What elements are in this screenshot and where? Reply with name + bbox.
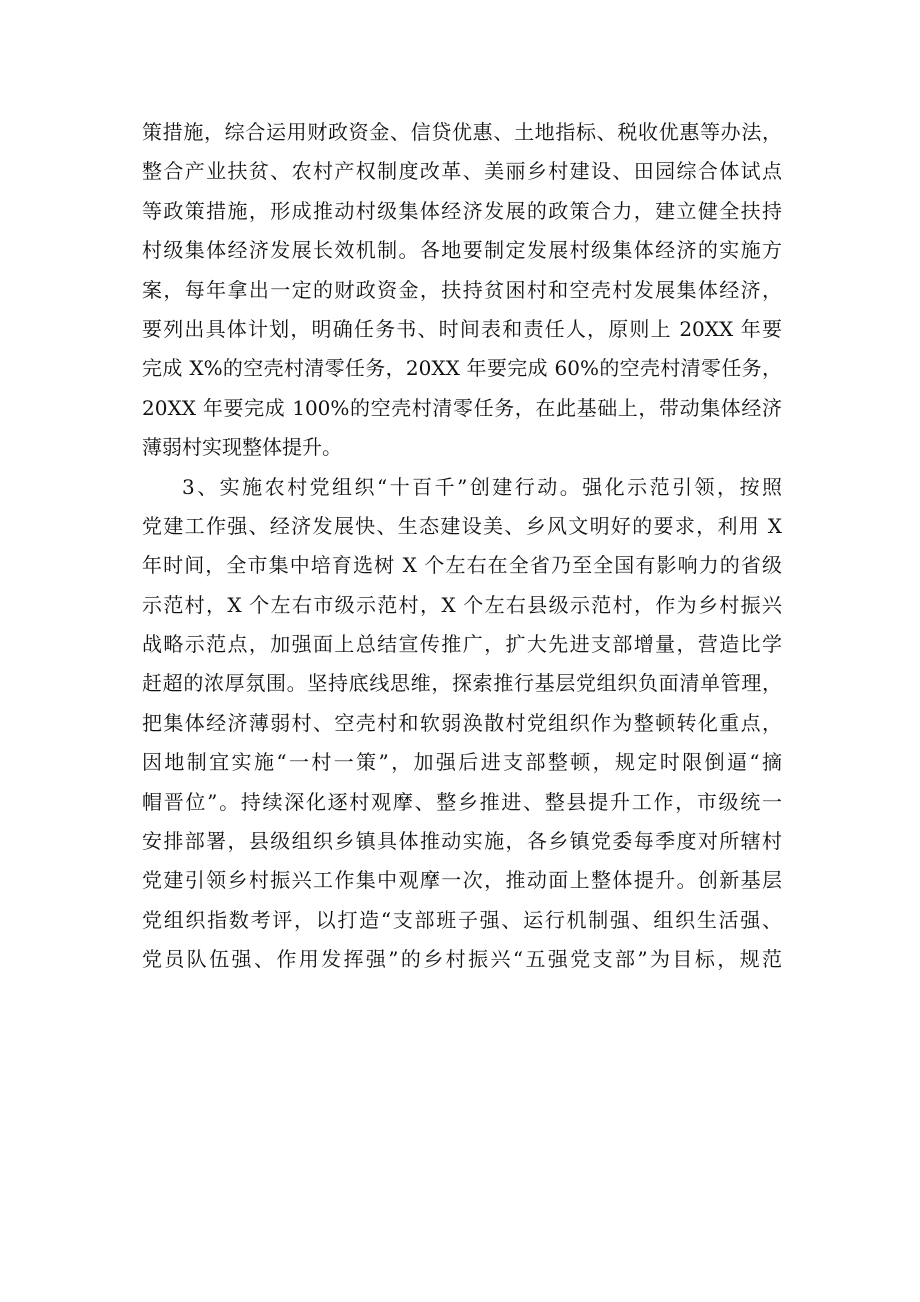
text-line: 村级集体经济发展长效机制。各地要制定发展村级集体经济的实施方 [142,238,782,263]
text-line: 要列出具体计划，明确任务书、时间表和责任人，原则上 20XX 年要 [142,316,782,341]
text-line: 安排部署，县级组织乡镇具体推动实施，各乡镇党委每季度对所辖村 [142,829,782,854]
text-line: 帽晋位”。持续深化逐村观摩、整乡推进、整县提升工作，市级统一 [142,789,782,814]
text-line: 案，每年拿出一定的财政资金，扶持贫困村和空壳村发展集体经济， [142,277,782,302]
body-text [142,113,782,980]
text-line: 因地制宜实施“一村一策”，加强后进支部整顿，规定时限倒逼“摘 [142,750,782,775]
text-line: 把集体经济薄弱村、空壳村和软弱涣散村党组织作为整顿转化重点， [142,710,782,735]
text-line: 完成 X%的空壳村清零任务，20XX 年要完成 60%的空壳村清零任务， [142,356,782,381]
section-heading-line: 3、实施农村党组织“十百千”创建行动。强化示范引领，按照 [182,474,782,499]
text-line: 党组织指数考评，以打造“支部班子强、运行机制强、组织生活强、 [142,907,782,932]
text-line: 策措施，综合运用财政资金、信贷优惠、土地指标、税收优惠等办法， [142,120,782,144]
text-line: 整合产业扶贫、农村产权制度改革、美丽乡村建设、田园综合体试点 [142,159,782,184]
text-line: 党建引领乡村振兴工作集中观摩一次，推动面上整体提升。创新基层 [142,868,782,893]
text-line: 赶超的浓厚氛围。坚持底线思维，探索推行基层党组织负面清单管理， [142,671,782,696]
text-line: 党员队伍强、作用发挥强”的乡村振兴“五强党支部”为目标，规范 [142,947,782,972]
text-line: 战略示范点，加强面上总结宣传推广，扩大先进支部增量，营造比学 [142,632,782,657]
text-line: 等政策措施，形成推动村级集体经济发展的政策合力，建立健全扶持 [142,198,782,223]
text-line: 示范村，X 个左右市级示范村，X 个左右县级示范村，作为乡村振兴 [142,592,782,617]
text-line: 年时间，全市集中培育选树 X 个左右在全省乃至全国有影响力的省级 [142,553,782,578]
text-line: 薄弱村实现整体提升。 [142,435,342,460]
text-line: 20XX 年要完成 100%的空壳村清零任务，在此基础上，带动集体经济 [142,395,782,420]
text-line: 党建工作强、经济发展快、生态建设美、乡风文明好的要求，利用 X [142,513,782,538]
